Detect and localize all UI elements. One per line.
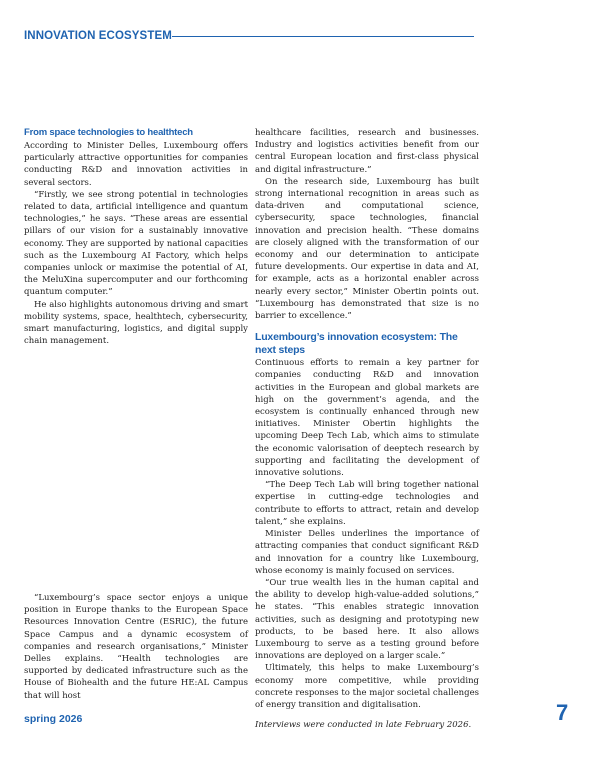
page-number: 7 bbox=[556, 700, 569, 725]
body-paragraph: Ultimately, this helps to make Luxembourg’s economy more competitive, while providing concrete responses to the major societal challenges of energy transition and digitalisation. bbox=[255, 663, 479, 710]
body-paragraph: “Firstly, we see strong potential in technologies related to data, artificial intelligence and quantum technologies,” he says. “These areas are essential pillars of our vision for a sustainably innovative economy. They are supported by national capacities such as the Luxembourg AI Factory, which helps companies unlock or maximise the potential of AI, the MeluXina supercomputer and our forthcoming quantum computer.” bbox=[24, 189, 248, 298]
section-divider bbox=[172, 36, 474, 37]
interview-date-note: Interviews were conducted in late February 2026. bbox=[255, 720, 472, 731]
article-subheading-2: Luxembourg’s innovation ecosystem: The next steps bbox=[255, 331, 458, 356]
left-column-top bbox=[24, 127, 248, 347]
body-paragraph: “Our true wealth lies in the human capital and the ability to develop high-value-added solutions,” he states. “This enables strategic innovation activities, such as designing and prototyping new products, to be based here. It also allows Luxembourg to serve as a testing ground before innovations are deployed on a larger scale.” bbox=[255, 577, 479, 662]
body-paragraph: On the research side, Luxembourg has built strong international recognition in areas such as data-driven and computational science, cybersecurity, space technologies, financial innovation and precision health. “These domains are closely aligned with the transformation of our economy and our determination to anticipate future developments. Our expertise in data and AI, for example, acts as a horizontal enabler across nearly every sector,” Minister Obertin points out. “Luxembourg has demonstrated that size is no barrier to excellence.” bbox=[255, 176, 479, 322]
right-column bbox=[255, 127, 479, 731]
issue-label: spring 2026 bbox=[24, 713, 83, 725]
section-label: INNOVATION ECOSYSTEM bbox=[24, 30, 172, 42]
body-paragraph: “Luxembourg’s space sector enjoys a unique position in Europe thanks to the European Space Resources Innovation Centre (ESRIC), the future Space Campus and a dynamic ecosystem of companies and research organisations,” Minister Delles explains. “Health technologies are supported by dedicated infrastructure such as the House of Biohealth and the future HE:AL Campus that will host bbox=[24, 593, 248, 701]
body-paragraph: According to Minister Delles, Luxembourg offers particularly attractive opportunities for companies conducting R&D and innovation activities in several sectors. bbox=[24, 141, 248, 188]
left-column-bottom bbox=[24, 592, 248, 702]
body-paragraph: He also highlights autonomous driving and smart mobility systems, space, healthtech, cybersecurity, smart manufacturing, logistics, and digital supply chain management. bbox=[24, 299, 248, 347]
body-paragraph: healthcare facilities, research and businesses. Industry and logistics activities benefit from our central European location and first-class physical and digital infrastructure.” bbox=[255, 128, 479, 175]
body-paragraph: Continuous efforts to remain a key partner for companies conducting R&D and innovation activities in the European and global markets are high on the government’s agenda, and the ecosystem is continually enhanced through new initiatives. Minister Obertin highlights the upcoming Deep Tech Lab, which aims to stimulate the economic valorisation of deeptech research by supporting and facilitating the development of innovative solutions. bbox=[255, 358, 479, 479]
body-paragraph: Minister Delles underlines the importance of attracting companies that conduct significant R&D and innovation for a country like Luxembourg, whose economy is mainly focused on services. bbox=[255, 529, 479, 576]
article-subheading-1: From space technologies to healthtech bbox=[24, 127, 193, 138]
body-paragraph: “The Deep Tech Lab will bring together national expertise in cutting-edge technologies and contribute to efforts to attract, retain and develop talent,” she explains. bbox=[255, 480, 479, 527]
